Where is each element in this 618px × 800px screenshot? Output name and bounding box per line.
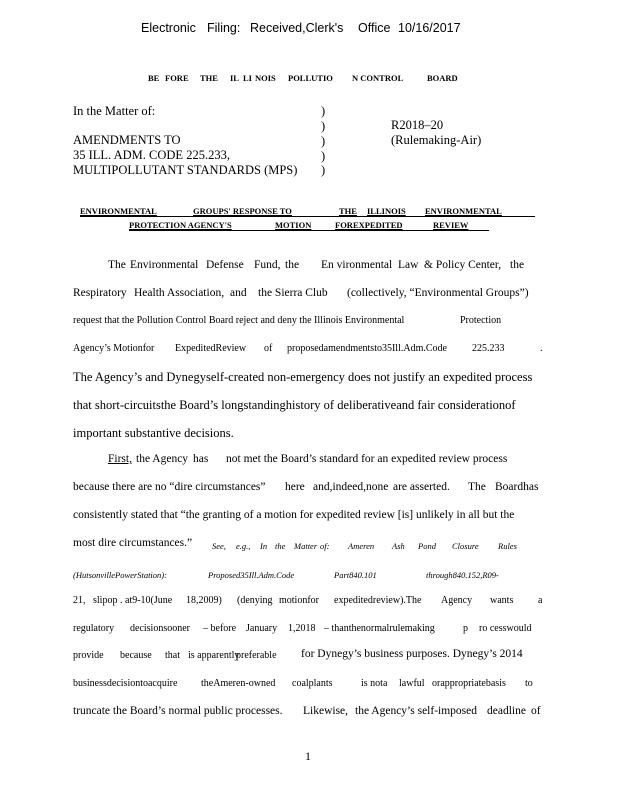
body-word: 1,2018 xyxy=(288,623,316,634)
body-word: Likewise, xyxy=(303,705,349,717)
body-word: ro cesswould xyxy=(479,623,532,634)
body-word: The xyxy=(468,481,486,493)
body-word: has xyxy=(193,453,209,465)
body-word: First, xyxy=(108,453,132,465)
title-word: THE xyxy=(339,206,357,216)
body-word: preferable xyxy=(236,650,277,661)
body-word: slipop xyxy=(93,595,118,606)
caption-paren: ) xyxy=(321,134,326,148)
filing-header-filing: Filing: xyxy=(207,21,241,35)
body-word: Fund, xyxy=(254,259,281,271)
title-rule xyxy=(80,216,535,217)
body-word: coalplants xyxy=(292,678,333,689)
body-word: expeditedreview).The xyxy=(334,595,422,606)
cite-word: Closure xyxy=(452,541,479,551)
body-word: decisionsooner xyxy=(130,623,190,634)
board-word: BE xyxy=(148,73,160,83)
caption-paren: ) xyxy=(321,149,326,163)
body-word: a xyxy=(538,595,543,606)
body-word: theAmeren-owned xyxy=(201,678,276,689)
body-word: the Sierra Club xyxy=(258,287,328,299)
body-word: and,indeed,none xyxy=(313,481,389,493)
filing-header-date: 10/16/2017 xyxy=(398,21,461,35)
body-word: & Policy Center, xyxy=(424,259,502,271)
board-word: IL xyxy=(230,73,239,83)
body-word: – thanthenormalrulemaking xyxy=(324,623,435,634)
body-word: ExpeditedReview xyxy=(175,343,247,354)
cite-word: through840.152,R09- xyxy=(426,570,499,580)
body-word: that xyxy=(165,650,180,661)
body-word: request that the Pollution Control Board reject and deny the Illinois Environmental xyxy=(73,315,405,326)
cite-word: Rules xyxy=(498,541,517,551)
body-line: consistently stated that “the granting of a motion for expedited review [is] unlikely in all but the xyxy=(73,509,515,521)
caption-matter: In the Matter of: xyxy=(73,104,156,118)
caption-paren: ) xyxy=(321,163,326,177)
body-word: not met the Board’s standard for an expedited review process xyxy=(226,453,508,465)
body-word: 21, xyxy=(73,595,86,606)
cite-word: Pond xyxy=(418,541,436,551)
filing-header-electronic: Electronic xyxy=(141,21,196,35)
cite-word: In xyxy=(260,541,268,551)
board-word: LI xyxy=(243,73,252,83)
body-word: wants xyxy=(490,595,514,606)
body-word: – before xyxy=(203,623,237,634)
body-word: Agency’s Motionfor xyxy=(73,343,155,354)
body-word: Defense xyxy=(206,259,244,271)
body-word: the Agency’s self-imposed xyxy=(355,705,478,717)
board-word: POLLUTIO xyxy=(288,73,333,83)
title-word: ENVIRONMENTAL xyxy=(425,206,502,216)
body-word: lawful xyxy=(399,678,425,689)
caption-line: AMENDMENTS TO xyxy=(73,133,181,147)
body-word: Agency xyxy=(441,595,473,606)
board-word: NOIS xyxy=(255,73,276,83)
body-word: provide xyxy=(73,650,104,661)
body-word: proposedamendmentsto35Ill.Adm.Code xyxy=(287,343,447,354)
body-word: Protection xyxy=(460,315,502,326)
title-word: ILLINOIS xyxy=(367,206,406,216)
bold-line: that short-circuitsthe Board’s longstandinghistory of deliberativeand fair considerationof xyxy=(73,398,516,412)
cite-word: Ameren xyxy=(348,541,375,551)
cite-word: Proposed35Ill.Adm.Code xyxy=(208,570,295,580)
body-word: the Agency xyxy=(136,453,189,465)
body-word: (denying xyxy=(237,595,273,606)
body-word: the xyxy=(510,259,525,271)
body-word: . xyxy=(540,343,543,354)
body-word: . at9-10(June xyxy=(120,595,173,606)
cite-word: (HutsonvillePowerStation): xyxy=(73,570,167,580)
body-word: the xyxy=(285,259,300,271)
body-word: En vironmental xyxy=(321,259,393,271)
cite-word: of: xyxy=(320,541,330,551)
title-word: FOREXPEDITED xyxy=(335,220,403,230)
cite-word: See, xyxy=(212,541,226,551)
body-word: Respiratory xyxy=(73,287,127,299)
body-word: businessdecisiontoacquire xyxy=(73,678,178,689)
body-word: deadline xyxy=(487,705,526,717)
cite-word: e.g., xyxy=(236,541,251,551)
body-word: regulatory xyxy=(73,623,115,634)
board-word: BOARD xyxy=(427,73,458,83)
docket-type: (Rulemaking-Air) xyxy=(391,133,482,147)
body-word: Environmental xyxy=(130,259,199,271)
bold-line: important substantive decisions. xyxy=(73,426,234,440)
body-word: The xyxy=(108,259,126,271)
body-word: of xyxy=(264,343,273,354)
body-word: is apparently xyxy=(188,650,240,661)
body-word: (collectively, “Environmental Groups”) xyxy=(347,287,529,299)
body-word: because xyxy=(120,650,152,661)
body-word: Law xyxy=(398,259,419,271)
caption-paren: ) xyxy=(321,119,326,133)
body-word: 18,2009) xyxy=(186,595,222,606)
board-word: FORE xyxy=(165,73,189,83)
board-word: N CONTROL xyxy=(352,73,404,83)
title-word: GROUPS' RESPONSE TO xyxy=(193,206,292,216)
docket-number: R2018–20 xyxy=(391,118,444,132)
board-word: THE xyxy=(200,73,218,83)
title-word: MOTION xyxy=(275,220,312,230)
body-word: of xyxy=(531,705,541,717)
body-word: because there are no “dire circumstances” xyxy=(73,481,266,493)
page-number: 1 xyxy=(305,749,311,763)
caption-paren: ) xyxy=(321,104,326,118)
cite-word: Matter xyxy=(294,541,318,551)
body-word: is nota xyxy=(361,678,388,689)
body-word: p xyxy=(463,623,468,634)
cite-word: the xyxy=(275,541,286,551)
caption-line: 35 ILL. ADM. CODE 225.233, xyxy=(73,148,230,162)
cite-word: Ash xyxy=(392,541,405,551)
body-word: truncate the Board’s normal public processes. xyxy=(73,705,283,717)
title-word: ENVIRONMENTAL xyxy=(80,206,157,216)
bold-line: The Agency’s and Dynegyself-created non-emergency does not justify an expedited process xyxy=(73,370,533,384)
body-word: motionfor xyxy=(279,595,319,606)
body-word: most dire circumstances.” xyxy=(73,537,193,549)
body-word: here xyxy=(285,481,305,493)
title-rule xyxy=(129,230,489,231)
body-word: and xyxy=(230,287,247,299)
body-word: orappropriatebasis xyxy=(432,678,506,689)
title-word: REVIEW xyxy=(433,220,469,230)
body-word: are asserted. xyxy=(393,481,450,493)
body-word: 225.233 xyxy=(472,343,505,354)
body-word: January xyxy=(246,623,278,634)
title-word: PROTECTION AGENCY'S xyxy=(129,220,232,230)
body-word: to xyxy=(525,678,533,689)
body-word: for Dynegy’s business purposes. Dynegy’s 2014 xyxy=(301,648,523,660)
cite-word: Part840.101 xyxy=(334,570,377,580)
caption-line: MULTIPOLLUTANT STANDARDS (MPS) xyxy=(73,163,298,177)
body-word: Boardhas xyxy=(495,481,539,493)
body-word: Health Association, xyxy=(134,287,225,299)
filing-header-office: Office xyxy=(358,21,391,35)
filing-header-received: Received,Clerk's xyxy=(250,21,344,35)
